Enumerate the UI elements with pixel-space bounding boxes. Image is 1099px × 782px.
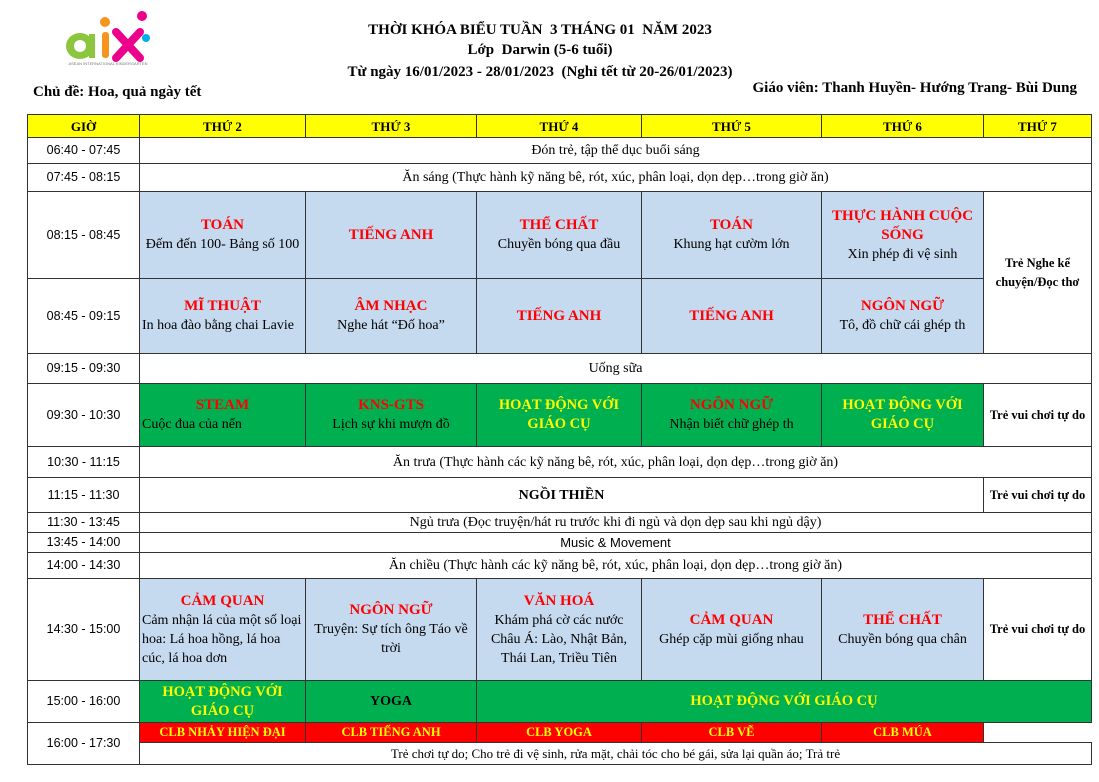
- col-fri: THỨ 6: [822, 115, 984, 138]
- subject-label: TIẾNG ANH: [348, 226, 434, 243]
- activity-cell: [306, 192, 477, 279]
- subject-label: MĨ THUẬT: [184, 298, 261, 314]
- date-range: Từ ngày 16/01/2023 - 28/01/2023 (Nghỉ tết từ 20-26/01/2023): [347, 64, 733, 80]
- table-row: [28, 279, 1092, 354]
- col-sat: THỨ 7: [984, 115, 1092, 138]
- table-row: [28, 681, 1092, 723]
- activity-cell: [306, 279, 477, 354]
- subject-label: TIẾNG ANH: [516, 307, 602, 324]
- activity-cell: Ăn sáng (Thực hành kỹ năng bê, rót, xúc, phân loại, dọn dẹp…trong giờ ăn): [140, 164, 1092, 192]
- time-cell: 09:15 - 09:30: [28, 354, 140, 384]
- col-mon: THỨ 2: [140, 115, 306, 138]
- subject-label: ÂM NHẠC: [354, 298, 428, 314]
- club-cell: CLB NHẢY HIỆN ĐẠI: [140, 723, 306, 743]
- activity-cell: [140, 192, 306, 279]
- saturday-cell: Trẻ vui chơi tự do: [984, 478, 1092, 513]
- time-cell: 11:15 - 11:30: [28, 478, 140, 513]
- subject-label: NGÔN NGỮ: [689, 397, 774, 413]
- subject-label: STEAM: [195, 397, 250, 413]
- empty-cell: [984, 723, 1092, 743]
- subject-desc: Xin phép đi vệ sinh: [847, 246, 958, 262]
- subject-label: TOÁN: [709, 217, 754, 233]
- activity-cell: [306, 579, 477, 681]
- table-row: [28, 533, 1092, 553]
- col-thu: THỨ 5: [642, 115, 822, 138]
- subject-label: TOÁN: [200, 217, 245, 233]
- activity-cell: [140, 579, 306, 681]
- table-row: [28, 743, 1092, 765]
- subject-desc: In hoa đào bằng chai Lavie: [142, 318, 294, 333]
- activity-cell: Ngủ trưa (Đọc truyện/hát ru trước khi đi ngủ và dọn dẹp sau khi ngủ dậy): [140, 513, 1092, 533]
- theme-label: Chủ đề: Hoa, quả ngày tết: [33, 84, 202, 100]
- subject-label: NGÔN NGỮ: [860, 298, 945, 314]
- club-cell: CLB MÚA: [822, 723, 984, 743]
- subject-label: THỰC HÀNH CUỘC SỐNG: [831, 207, 974, 243]
- time-cell: 14:00 - 14:30: [28, 553, 140, 579]
- activity-cell: Ăn chiều (Thực hành các kỹ năng bê, rót, xúc, phân loại, dọn dẹp…trong giờ ăn): [140, 553, 1092, 579]
- activity-cell: Uống sữa: [140, 354, 1092, 384]
- activity-cell: HOẠT ĐỘNG VỚI GIÁO CỤ: [140, 681, 306, 723]
- schedule-title: THỜI KHÓA BIỂU TUẦN 3 THÁNG 01 NĂM 2023: [368, 22, 712, 38]
- subject-label: TIẾNG ANH: [689, 307, 774, 324]
- saturday-cell: Trẻ vui chơi tự do: [984, 579, 1092, 681]
- activity-cell: [822, 384, 984, 447]
- col-time: GIỜ: [28, 115, 140, 138]
- time-cell: 07:45 - 08:15: [28, 164, 140, 192]
- class-name: Lớp Darwin (5-6 tuổi): [467, 42, 613, 58]
- time-cell: 16:00 - 17:30: [28, 723, 140, 765]
- subject-desc: Cuộc đua của nến: [142, 417, 242, 432]
- subject-desc: Cảm nhận lá của một số loại hoa: Lá hoa hồng, lá hoa cúc, lá hoa dơn: [142, 612, 302, 666]
- time-cell: 10:30 - 11:15: [28, 447, 140, 478]
- club-cell: CLB VẼ: [642, 723, 822, 743]
- saturday-cell: Trẻ vui chơi tự do: [984, 384, 1092, 447]
- activity-cell: NGỒI THIỀN: [140, 478, 984, 513]
- table-row: [28, 192, 1092, 279]
- activity-cell: [642, 384, 822, 447]
- time-cell: 11:30 - 13:45: [28, 513, 140, 533]
- table-row: [28, 354, 1092, 384]
- activity-cell: [642, 579, 822, 681]
- subject-label: CẢM QUAN: [180, 592, 265, 609]
- header-row: [28, 115, 1092, 138]
- subject-desc: Chuyền bóng qua chân: [838, 631, 967, 647]
- activity-cell: YOGA: [306, 681, 477, 723]
- activity-cell: [642, 279, 822, 354]
- table-row: [28, 513, 1092, 533]
- activity-cell: [140, 279, 306, 354]
- saturday-cell: Trẻ Nghe kể chuyện/Đọc thơ: [984, 192, 1092, 354]
- activity-cell: [822, 192, 984, 279]
- time-cell: 08:45 - 09:15: [28, 279, 140, 354]
- activity-cell: [822, 279, 984, 354]
- subject-desc: Chuyền bóng qua đầu: [497, 237, 621, 252]
- activity-cell: [477, 279, 642, 354]
- subject-label: VĂN HOÁ: [523, 592, 595, 609]
- activity-cell: [477, 192, 642, 279]
- activity-cell: Ăn trưa (Thực hành các kỹ năng bê, rót, xúc, phân loại, dọn dẹp…trong giờ ăn): [140, 447, 1092, 478]
- timetable: [27, 114, 1092, 765]
- subject-desc: Khung hạt cườm lớn: [673, 237, 790, 252]
- subject-label: HOẠT ĐỘNG VỚI GIÁO CỤ: [842, 397, 963, 432]
- time-cell: 06:40 - 07:45: [28, 138, 140, 164]
- subject-desc: Nhận biết chữ ghép th: [669, 417, 794, 432]
- activity-cell: [642, 192, 822, 279]
- subject-label: CẢM QUAN: [689, 611, 774, 628]
- subject-desc: Truyện: Sự tích ông Táo về trời: [314, 622, 468, 656]
- table-row: [28, 164, 1092, 192]
- subject-desc: Đếm đến 100- Bảng số 100: [145, 237, 300, 252]
- table-row: [28, 384, 1092, 447]
- subject-desc: Lịch sự khi mượn đồ: [332, 417, 450, 432]
- table-row: [28, 478, 1092, 513]
- activity-cell: Music & Movement: [140, 533, 1092, 553]
- subject-label: THỂ CHẤT: [863, 611, 942, 628]
- time-cell: 15:00 - 16:00: [28, 681, 140, 723]
- col-wed: THỨ 4: [477, 115, 642, 138]
- table-row: [28, 553, 1092, 579]
- activity-cell: [140, 384, 306, 447]
- subject-desc: Khám phá cờ các nước Châu Á: Lào, Nhật Bản, Thái Lan, Triều Tiên: [490, 612, 628, 666]
- subject-desc: Tô, đồ chữ cái ghép th: [839, 318, 966, 333]
- activity-cell: [822, 579, 984, 681]
- subject-label: HOẠT ĐỘNG VỚI GIÁO CỤ: [498, 397, 620, 432]
- col-tue: THỨ 3: [306, 115, 477, 138]
- activity-cell: Trẻ chơi tự do; Cho trẻ đi vệ sinh, rửa mặt, chải tóc cho bé gái, sửa lại quần áo; Trả trẻ: [140, 743, 1092, 765]
- activity-cell: [306, 384, 477, 447]
- table-row: [28, 447, 1092, 478]
- activity-cell: [477, 384, 642, 447]
- subject-label: NGÔN NGỮ: [349, 602, 433, 618]
- time-cell: 08:15 - 08:45: [28, 192, 140, 279]
- activity-cell: Đón trẻ, tập thể dục buổi sáng: [140, 138, 1092, 164]
- club-cell: CLB TIẾNG ANH: [306, 723, 477, 743]
- activity-cell: HOẠT ĐỘNG VỚI GIÁO CỤ: [477, 681, 1092, 723]
- time-cell: 13:45 - 14:00: [28, 533, 140, 553]
- subject-desc: Nghe hát “Đố hoa”: [337, 318, 445, 333]
- school-logo: [58, 8, 158, 72]
- club-cell: CLB YOGA: [477, 723, 642, 743]
- subject-label: THỂ CHẤT: [519, 217, 599, 233]
- logo-subtext: ASEAN INTERNATIONAL KINDERGARTEN: [68, 61, 148, 66]
- table-row: [28, 579, 1092, 681]
- time-cell: 09:30 - 10:30: [28, 384, 140, 447]
- table-row: [28, 138, 1092, 164]
- subject-desc: Ghép cặp mùi giống nhau: [659, 631, 804, 647]
- table-row: [28, 723, 1092, 743]
- activity-cell: [477, 579, 642, 681]
- teachers-label: Giáo viên: Thanh Huyền- Hướng Trang- Bùi Dung: [752, 80, 1077, 96]
- time-cell: 14:30 - 15:00: [28, 579, 140, 681]
- subject-label: KNS-GTS: [358, 397, 424, 413]
